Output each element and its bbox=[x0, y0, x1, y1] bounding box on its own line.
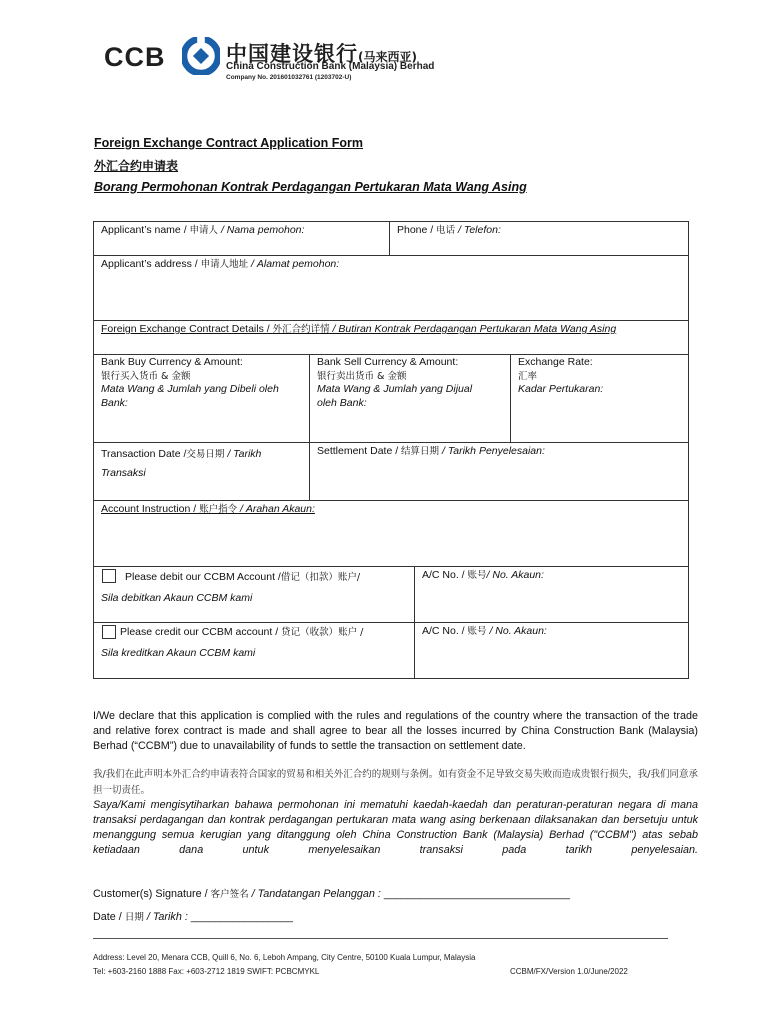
ccb-logo-icon bbox=[182, 37, 220, 75]
applicant-address-field[interactable]: Applicant’s address / 申请人地址 / Alamat pemohon: bbox=[101, 258, 340, 270]
declaration-chinese: 我/我们在此声明本外汇合约申请表符合国家的贸易和相关外汇合约的规则与条例。如有资金不足导致交易失败而造成贵银行损失，我/我们同意承担一切责任。 bbox=[93, 769, 698, 796]
account-instruction-heading: Account Instruction / 账户指令 / Arahan Akaun: bbox=[101, 503, 315, 515]
debit-label: Please debit our CCBM Account /借记（扣款）账户/ bbox=[125, 571, 361, 583]
credit-account-number-field[interactable]: A/C No. / 账号 / No. Akaun: bbox=[422, 625, 547, 637]
footer-address: Address: Level 20, Menara CCB, Quill 6, No. 6, Leboh Ampang, City Centre, 50100 Kuala Lumpur, Malaysia bbox=[93, 953, 476, 962]
footer-divider bbox=[93, 938, 668, 939]
form-title-chinese: 外汇合约申请表 bbox=[94, 159, 179, 173]
transaction-date-field[interactable]: Transaction Date /交易日期 / Tarikh Transaksi bbox=[101, 448, 262, 479]
credit-checkbox[interactable] bbox=[102, 625, 116, 639]
credit-label: Please credit our CCBM account / 贷记（收款）账户 / bbox=[120, 626, 364, 638]
footer-contact: Tel: +603-2160 1888 Fax: +603-2712 1819 SWIFT: PCBCMYKL bbox=[93, 967, 320, 976]
form-title-english: Foreign Exchange Contract Application Form bbox=[94, 136, 364, 150]
bank-buy-currency-field[interactable]: Bank Buy Currency & Amount: 银行买入货币 & 金额 Mata Wang & Jumlah yang Dibeli oleh Bank: bbox=[101, 356, 279, 409]
bank-name-english: China Construction Bank (Malaysia) Berhad bbox=[226, 61, 435, 72]
customer-signature-line[interactable]: Customer(s) Signature / 客户签名 / Tandatangan Pelanggan : _______________________________ bbox=[93, 888, 571, 900]
bank-name-chinese: 中国建设银行(马来西亚) bbox=[226, 42, 417, 66]
credit-label-malay: Sila kreditkan Akaun CCBM kami bbox=[101, 647, 256, 659]
form-title-malay: Borang Permohonan Kontrak Perdagangan Pertukaran Mata Wang Asing bbox=[94, 180, 527, 194]
date-line[interactable]: Date / 日期 / Tarikh : _________________ bbox=[93, 911, 293, 923]
settlement-date-field[interactable]: Settlement Date / 结算日期 / Tarikh Penyelesaian: bbox=[317, 445, 545, 457]
exchange-rate-field[interactable]: Exchange Rate: 汇率 Kadar Pertukaran: bbox=[518, 356, 604, 395]
footer-version: CCBM/FX/Version 1.0/June/2022 bbox=[510, 967, 628, 976]
applicant-name-field[interactable]: Applicant’s name / 申请人 / Nama pemohon: bbox=[101, 224, 305, 236]
phone-field[interactable]: Phone / 电话 / Telefon: bbox=[397, 224, 501, 236]
company-number: Company No. 201601032761 (1203702-U) bbox=[226, 74, 352, 81]
declaration-malay: Saya/Kami mengisytiharkan bahawa permohonan ini mematuhi kaedah-kaedah dan peraturan-peraturan negara di mana transaksi perdagangan dan kontrak perdagangan pertukaran mata wang asing berkenaan dilaksanakan dan bersetuju untuk menanggung semua kerugian yang ditanggung oleh China Construction Bank (Malaysia) Berhad ("CCBM") atas sebab ketiadaan dana untuk menyelesaikan transaksi pada tarikh penyelesaian. bbox=[93, 799, 698, 856]
debit-checkbox[interactable] bbox=[102, 569, 116, 583]
bank-sell-currency-field[interactable]: Bank Sell Currency & Amount: 银行卖出货币 & 金额 Mata Wang & Jumlah yang Dijual oleh Bank: bbox=[317, 356, 473, 409]
declaration-english: I/We declare that this application is complied with the rules and regulations of the country where the transaction of the trade and relative forex contract is made and shall agree to bear all the losses incurred by China Construction Bank (Malaysia) Berhad (“CCBM”) due to unavailability of funds to settle the transaction on settlement date. bbox=[93, 710, 698, 752]
debit-label-malay: Sila debitkan Akaun CCBM kami bbox=[101, 592, 253, 604]
logo-ccb-text: CCB bbox=[104, 42, 166, 72]
debit-account-number-field[interactable]: A/C No. / 账号/ No. Akaun: bbox=[422, 569, 544, 581]
fx-details-heading: Foreign Exchange Contract Details / 外汇合约详情 / Butiran Kontrak Perdagangan Pertukaran Mata Wang Asing bbox=[101, 323, 617, 335]
